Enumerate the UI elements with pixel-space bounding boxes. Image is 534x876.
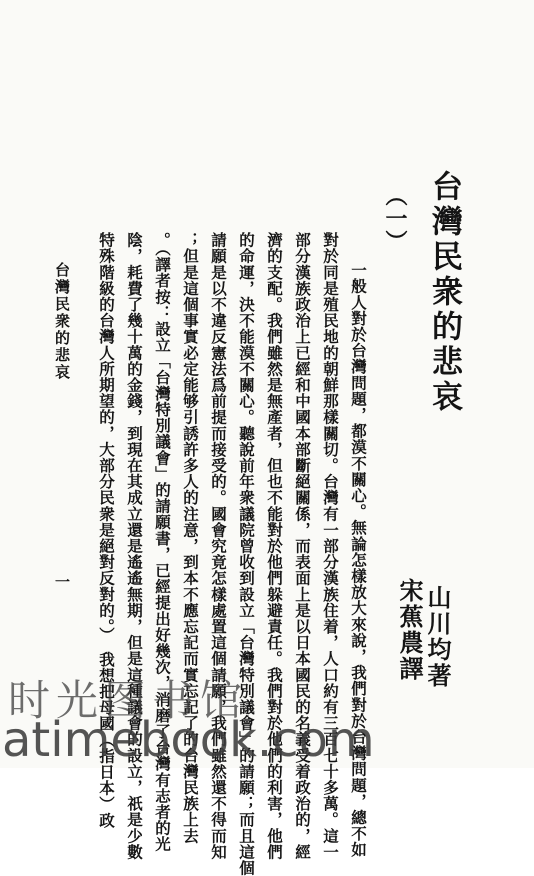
body-column-7: ；但是這個事實必定能够引誘許多人的注意，到本不應忘記而實忘記了的台灣民族上去 [181,232,200,844]
watermark-chinese: 时光图书馆 [8,676,249,725]
body-column-3: 部分漢族政治上已經和中國本部斷絕關係，而表面上是以日本國民的名義受着政治的，經 [293,232,312,860]
body-column-1: 一般人對於台灣問題，都漠不關心。無論怎樣放大來說，我們對於台灣問題，總不如 [349,262,368,858]
watermark-url: atimebook.com [2,712,375,768]
body-column-4: 濟的支配。我們雖然是無產者，但也不能對於他們躲避責任。我們對於他們的利害，他們 [265,232,284,860]
page-number: 一 [53,574,71,591]
translator-credit: 宋蕉農譯 [395,578,424,682]
body-column-9: 陰，耗費了幾十萬的金錢，到現在其成立還是遙遙無期，但是這種議會的設立，祇是少數 [125,232,144,860]
section-label: （一） [382,184,408,253]
author-credit: 山川均著 [423,585,452,689]
body-column-8: 。（譯者按：設立「台灣特別議會」的請願書，已經提出好幾次，消磨了台灣有志者的光 [153,232,172,853]
running-title: 台灣民衆的悲哀 [53,262,71,381]
body-column-5: 的命運，決不能漠不關心。聽說前年衆議院曾收到設立「台灣特別議會」的請願；而且這個 [237,232,256,876]
body-column-10: 特殊階級的台灣人所期望的，大部分民衆是絕對反對的。） 我想把母國（指日本）政 [97,232,116,829]
chapter-title: 台灣民衆的悲哀 [426,170,462,415]
body-column-2: 對於同是殖民地的朝鮮那樣關切。台灣有一部分漢族住着，人口約有三百七十多萬。這一 [321,232,340,860]
body-column-6: 請願是以不違反憲法爲前提而接受的。國會究竟怎樣處置這個請願，我們雖然還不得而知 [209,232,228,860]
